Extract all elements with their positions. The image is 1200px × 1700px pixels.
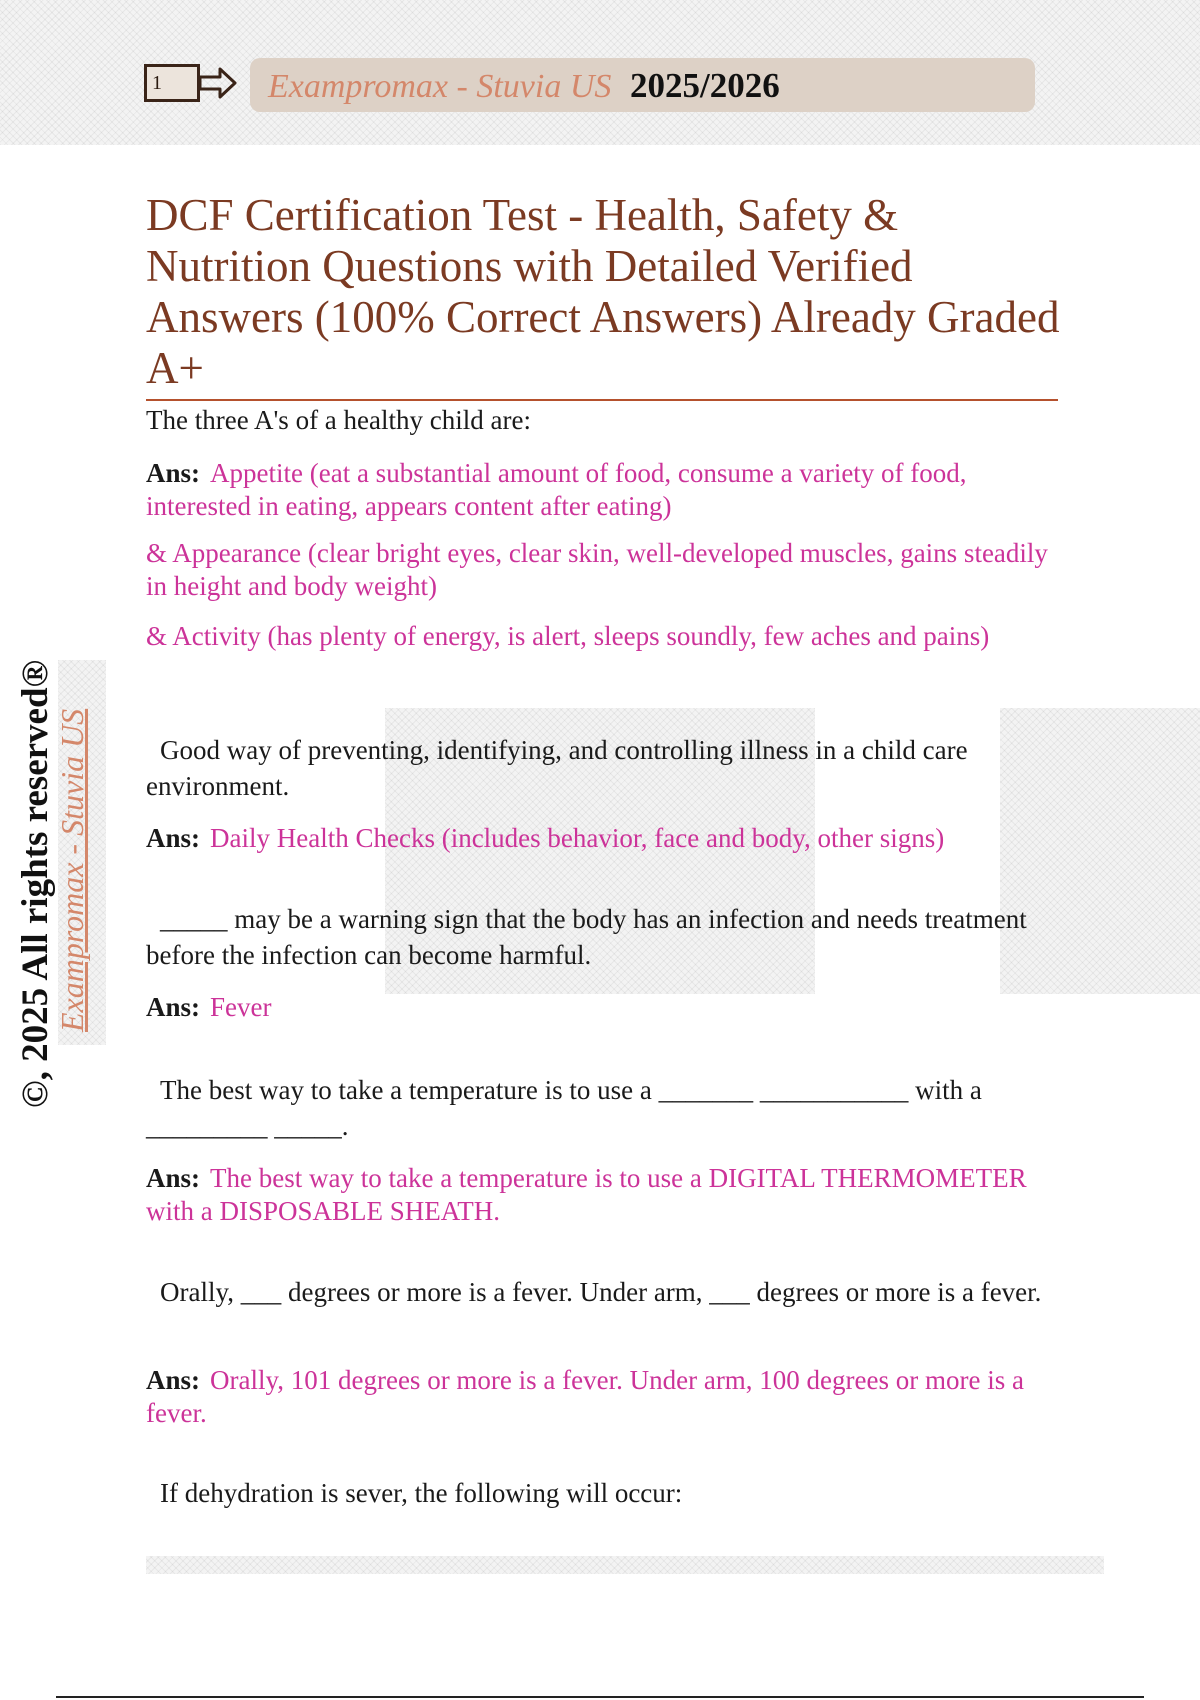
page-bottom-rule — [56, 1696, 1144, 1698]
answer-label: Ans: — [146, 1163, 201, 1193]
question-text: If dehydration is sever, the following will occur: — [160, 1478, 683, 1508]
page-number: 1 — [144, 64, 200, 102]
answer-text: Appetite (eat a substantial amount of food, consume a variety of food, interested in eating, appears content after eating) — [146, 458, 967, 521]
copyright-notice: ©, 2025 All rights reserved® — [15, 659, 56, 1108]
answer-label: Ans: — [146, 823, 201, 853]
question-4 — [146, 1072, 1066, 1144]
answer-3 — [146, 991, 1066, 1024]
question-text: Good way of preventing, identifying, and controlling illness in a child care environment. — [146, 735, 968, 801]
question-2 — [146, 732, 1066, 804]
answer-label: Ans: — [146, 1365, 201, 1395]
question-3 — [146, 901, 1066, 973]
answer-1 — [146, 457, 1066, 523]
answer-4 — [146, 1162, 1066, 1228]
question-5 — [146, 1274, 1066, 1310]
arrow-right-icon — [198, 66, 238, 100]
answer-text: Daily Health Checks (includes behavior, face and body, other signs) — [210, 823, 945, 853]
question-text: Orally, ___ degrees or more is a fever. Under arm, ___ degrees or more is a fever. — [160, 1277, 1042, 1307]
answer-label: Ans: — [146, 458, 201, 488]
answer-text: The best way to take a temperature is to use a DIGITAL THERMOMETER with a DISPOSABLE SHEATH. — [146, 1163, 1027, 1226]
answer-2 — [146, 822, 1066, 855]
question-1 — [146, 402, 1066, 438]
question-text: The three A's of a healthy child are: — [146, 405, 531, 435]
section-divider — [146, 1556, 1104, 1574]
answer-1-continuation: & Activity (has plenty of energy, is alert, sleeps soundly, few aches and pains) — [146, 621, 990, 651]
document-title: DCF Certification Test - Health, Safety & Nutrition Questions with Detailed Verified Answers (100% Correct Answers) Already Graded A+ — [146, 190, 1060, 393]
answer-label: Ans: — [146, 992, 201, 1022]
answer-1-continuation: & Appearance (clear bright eyes, clear skin, well-developed muscles, gains steadily in height and body weight) — [146, 538, 1048, 601]
question-6 — [146, 1475, 1066, 1511]
question-text: The best way to take a temperature is to use a _______ ___________ with a _________ _____. — [146, 1075, 982, 1141]
answer-text: Fever — [210, 992, 272, 1022]
title-divider — [146, 399, 1058, 401]
question-text: _____ may be a warning sign that the body has an infection and needs treatment before the infection can become harmful. — [146, 904, 1027, 970]
answer-5 — [146, 1364, 1066, 1430]
side-brand: Exampromax - Stuvia US — [54, 708, 90, 1032]
header-brand: Exampromax - Stuvia US — [268, 68, 612, 105]
answer-text: Orally, 101 degrees or more is a fever. Under arm, 100 degrees or more is a fever. — [146, 1365, 1024, 1428]
header-year: 2025/2026 — [630, 66, 780, 105]
